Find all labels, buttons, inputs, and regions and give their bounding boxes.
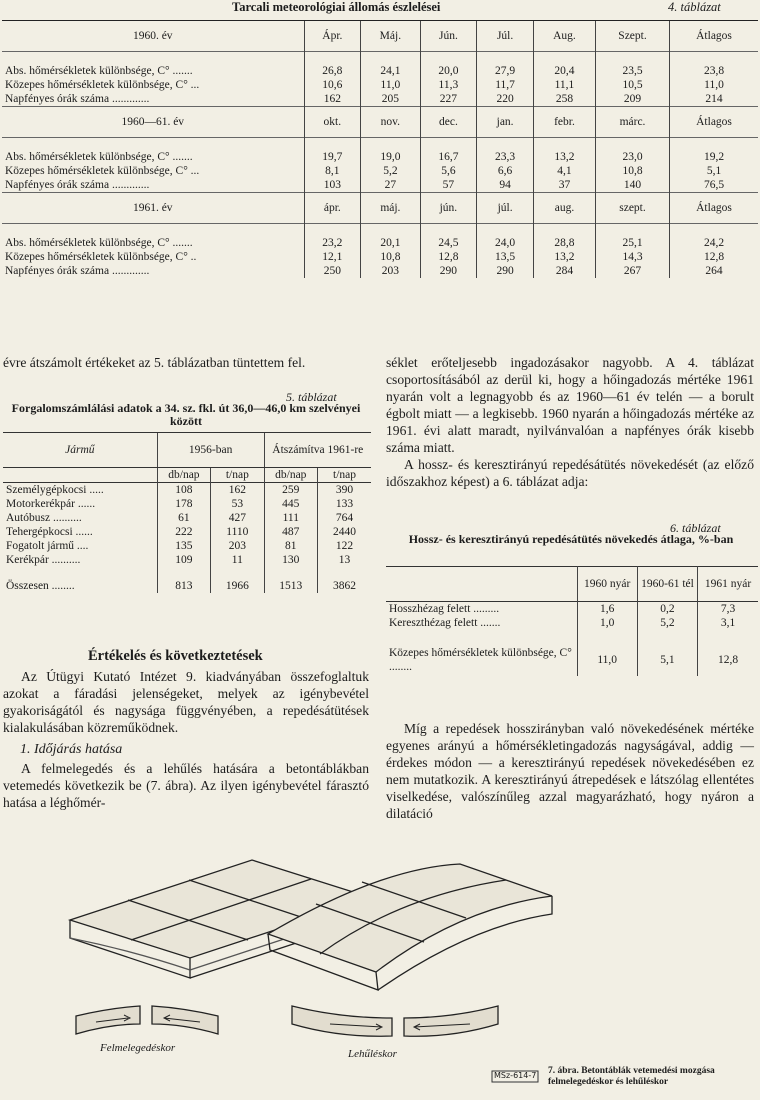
table4-month: dec. [420,107,477,138]
table4-gap-cell [304,52,361,65]
table6-spacer-cell [386,630,577,644]
table5-col-1961: Átszámítva 1961-re [264,433,371,468]
table6-title: Hossz- és keresztirányú repedésátütés növekedés átlaga, %-ban [408,532,734,546]
table5-row [3,525,371,539]
table5-spacer-cell [211,567,264,579]
table4-month: Júl. [477,21,534,52]
table5-value: 108 [157,483,210,498]
table6-row-label: Kereszthézag felett ....... [389,616,501,629]
table4-value: 28,8 [533,236,595,250]
table4-row [2,150,758,164]
table4-row-label: Közepes hőmérsékletek különbsége, C° .. [5,250,197,263]
table4-month: júl. [477,193,534,224]
table4-value: 20,0 [420,64,477,78]
figure-label-cooling: Lehűléskor [348,1048,397,1060]
table6-header-row [386,567,758,602]
table4-month: Átlagos [670,193,758,224]
table4-value: 19,7 [304,150,361,164]
table4-value: 25,1 [595,236,669,250]
table5-value: 203 [211,539,264,553]
table4-gap-cell [670,52,758,65]
table4 [2,20,758,278]
table4-value: 264 [670,264,758,278]
table4-value: 162 [304,92,361,107]
table4-value: 8,1 [304,164,361,178]
table5-spacer-cell [318,567,372,579]
table4-value: 214 [670,92,758,107]
table4-value: 11,0 [361,78,420,92]
table6-value: 7,3 [698,602,758,617]
table4-value: 16,7 [420,150,477,164]
table5-unit: t/nap [318,468,372,483]
table5-value: 764 [318,511,372,525]
table4-month: Szept. [595,21,669,52]
table4-value: 23,2 [304,236,361,250]
table4-value: 13,2 [533,250,595,264]
right-paragraph-3: Míg a repedések hosszirányban való növekedésének mértéke egyenes arányú a hőmérsékletingadozás nagyságával, addig — érdekes módon — a keresztirányú repedések növekedésében ez nem mutatkozik. A keresztirányú átrepedések e látszólag ellentétes viselkedése, valószínűleg azzal magyarázható, hogy nyáron a dilatáció [386,721,754,821]
table6-value: 1,0 [577,616,637,630]
table4-month: aug. [533,193,595,224]
section-heading: Értékelés és következtetések [88,648,263,664]
table4-gap-cell [670,224,758,237]
table5-value: 178 [157,497,210,511]
table4-month: Jún. [420,21,477,52]
table5-total-label: Összesen ........ [6,579,75,592]
table4-value: 27,9 [477,64,534,78]
table4-gap-cell [361,138,420,151]
table4-month: jún. [420,193,477,224]
table4-value: 203 [361,264,420,278]
table4-month: Máj. [361,21,420,52]
table4-value: 250 [304,264,361,278]
table4-gap-cell [2,52,304,65]
table4-value: 24,2 [670,236,758,250]
table6-value: 1,6 [577,602,637,617]
table4-row-label: Napfényes órák száma ............. [5,92,150,105]
table4-value: 23,5 [595,64,669,78]
table5-value: 11 [211,553,264,567]
table4-month: nov. [361,107,420,138]
figure-stamp: MSz-614-7 [494,1071,537,1080]
table4-value: 205 [361,92,420,107]
table4-gap-cell [533,138,595,151]
table4-gap-cell [304,224,361,237]
table4-value: 12,8 [670,250,758,264]
table5-total-value: 1513 [264,579,317,593]
table4-month: Átlagos [670,107,758,138]
table5-col-1956: 1956-ban [157,433,264,468]
table5-row [3,539,371,553]
table6-value: 5,1 [637,644,697,676]
table5-value: 13 [318,553,372,567]
left-paragraph-2: A felmelegedés és a lehűlés hatására a betontáblákban vetemedés következik be (7. ábra). Az ilyen igénybevétel fárasztó hatása a léghőmér- [3,761,369,810]
table5-value: 135 [157,539,210,553]
table6-spacer [386,630,758,644]
table5-row [3,511,371,525]
table4-row [2,236,758,250]
table4-gap-cell [420,52,477,65]
table4-value: 57 [420,178,477,193]
table6-row [386,602,758,617]
table4-value: 11,7 [477,78,534,92]
table4-value: 267 [595,264,669,278]
table4-gap [2,138,758,151]
table5-value: 2440 [318,525,372,539]
table4-row-label: Közepes hőmérsékletek különbsége, C° ... [5,164,200,177]
right-paragraph-2: A hossz- és keresztirányú repedésátütés növekedését (az előző időszakhoz képest) a 6. táblázat adja: [386,457,754,489]
table4-year: 1960—61. év [2,107,304,138]
table4-value: 12,8 [420,250,477,264]
table4-gap-cell [2,224,304,237]
table4-gap [2,224,758,237]
table6-spacer-cell [577,630,637,644]
table4-value: 20,4 [533,64,595,78]
table4-value: 284 [533,264,595,278]
table5-total-value: 1966 [211,579,264,593]
table4-value: 10,8 [595,164,669,178]
table4-value: 140 [595,178,669,193]
table4-value: 27 [361,178,420,193]
table4-month: máj. [361,193,420,224]
table5-total-row [3,579,371,593]
table6-col-header: 1961 nyár [698,567,758,602]
table4-row-label: Abs. hőmérsékletek különbsége, C° ....... [5,64,193,77]
table5-number: 5. táblázat [286,390,337,404]
table4-row [2,178,758,193]
table5-row-label: Tehergépkocsi ...... [6,525,93,538]
table6-col-header: 1960-61 tél [637,567,697,602]
table5-value: 61 [157,511,210,525]
table4-value: 10,6 [304,78,361,92]
table4-gap-cell [533,224,595,237]
table5-row-label: Motorkerékpár ...... [6,497,96,510]
table5-value: 53 [211,497,264,511]
section-cooling [292,1006,498,1036]
table4-header-row [2,107,758,138]
table4-row [2,264,758,278]
section-heating [76,1006,218,1034]
table4-gap-cell [477,224,534,237]
table4-month: ápr. [304,193,361,224]
table4-value: 26,8 [304,64,361,78]
table5-value: 109 [157,553,210,567]
table4-value: 19,0 [361,150,420,164]
table5-row [3,483,371,498]
table4-month: febr. [533,107,595,138]
table4-value: 23,0 [595,150,669,164]
table4-value: 4,1 [533,164,595,178]
subheading-weather: 1. Időjárás hatása [20,742,123,757]
table4-row-label: Közepes hőmérsékletek különbsége, C° ... [5,78,200,91]
table4-value: 258 [533,92,595,107]
table4-gap-cell [477,138,534,151]
table5-value: 1110 [211,525,264,539]
table4-value: 37 [533,178,595,193]
table4-row [2,92,758,107]
table6-row [386,616,758,630]
table4-month: Átlagos [670,21,758,52]
table5-value: 122 [318,539,372,553]
table4-value: 11,1 [533,78,595,92]
table6-value: 11,0 [577,644,637,676]
table5-row [3,497,371,511]
table5-value: 427 [211,511,264,525]
table4-value: 14,3 [595,250,669,264]
table4-value: 11,3 [420,78,477,92]
table6-value: 3,1 [698,616,758,630]
table4-month: okt. [304,107,361,138]
table4-month: márc. [595,107,669,138]
table4-row [2,78,758,92]
table6-corner [386,567,577,602]
table5-spacer-cell [3,567,157,579]
table4-title: Tarcali meteorológiai állomás észlelései [232,0,441,14]
table4-value: 103 [304,178,361,193]
table5-value: 259 [264,483,317,498]
table4-row-label: Napfényes órák száma ............. [5,264,150,277]
table4-value: 10,5 [595,78,669,92]
table5-spacer-cell [264,567,317,579]
table5-row-label: Fogatolt jármű .... [6,539,89,552]
table6-number: 6. táblázat [670,521,721,535]
table4-value: 290 [420,264,477,278]
table4-gap-cell [420,138,477,151]
table5-value: 81 [264,539,317,553]
table4-year: 1961. év [2,193,304,224]
table5-value: 445 [264,497,317,511]
table4-value: 19,2 [670,150,758,164]
table6 [386,566,758,676]
table4-value: 209 [595,92,669,107]
table4-value: 76,5 [670,178,758,193]
table4-month: Aug. [533,21,595,52]
table5-value: 162 [211,483,264,498]
table4-row-label: Napfényes órák száma ............. [5,178,150,191]
table4-month: Ápr. [304,21,361,52]
table5-spacer-cell [157,567,210,579]
table4-gap-cell [670,138,758,151]
table4-value: 13,5 [477,250,534,264]
table4-year: 1960. év [2,21,304,52]
table4-row [2,164,758,178]
table4-value: 23,3 [477,150,534,164]
table4-gap-cell [304,138,361,151]
table6-spacer-cell [637,630,697,644]
table4-value: 24,5 [420,236,477,250]
table4-gap-cell [595,138,669,151]
table4-gap-cell [595,224,669,237]
figure-label-heating: Felmelegedéskor [100,1042,176,1054]
figure-7-drawing [0,838,760,1100]
table4-value: 227 [420,92,477,107]
table4-value: 5,1 [670,164,758,178]
left-intro: évre átszámolt értékeket az 5. táblázatban tüntettem fel. [3,355,306,370]
table5-value: 133 [318,497,372,511]
table4-header-row [2,21,758,52]
table5-value: 130 [264,553,317,567]
table5-total-value: 3862 [318,579,372,593]
table4-gap-cell [361,52,420,65]
table5-row-label: Kerékpár .......... [6,553,81,566]
table4-value: 20,1 [361,236,420,250]
table5-value: 487 [264,525,317,539]
table4-value: 220 [477,92,534,107]
table4-gap-cell [361,224,420,237]
table5-value: 390 [318,483,372,498]
table5-unit: db/nap [264,468,317,483]
table4-gap-cell [2,138,304,151]
table5-row [3,553,371,567]
left-paragraph: Az Útügyi Kutató Intézet 9. kiadványában összefoglaltuk azokat a fáradási jelenségeket, melyek az igénybevétel gyakoriságától és nagysága függvényében, a repedésátütések kialakulásában közreműködnek. [3,669,369,735]
table5-col-vehicle: Jármű [3,433,157,468]
table4-header-row [2,193,758,224]
table5-row-label: Személygépkocsi ..... [3,483,157,498]
table4-value: 12,1 [304,250,361,264]
table4-value: 94 [477,178,534,193]
table5-value: 111 [264,511,317,525]
table4-value: 23,8 [670,64,758,78]
table6-value: 12,8 [698,644,758,676]
table4-month: szept. [595,193,669,224]
table6-row-label: Közepes hőmérsékletek különbsége, C° ........ [389,647,572,673]
table4-gap-cell [595,52,669,65]
table4-value: 10,8 [361,250,420,264]
table5-total-value: 813 [157,579,210,593]
table4-gap [2,52,758,65]
table4-number: 4. táblázat [668,0,721,14]
table4-row [2,64,758,78]
figure-caption: 7. ábra. Betontáblák vetemedési mozgása felmelegedéskor és lehűléskor [548,1066,715,1087]
table4-gap-cell [420,224,477,237]
table5-title: Forgalomszámlálási adatok a 34. sz. fkl. út 36,0—46,0 km szelvényei között [11,401,361,428]
table4-value: 290 [477,264,534,278]
table4-gap-cell [477,52,534,65]
table4-value: 13,2 [533,150,595,164]
table6-row-label: Hosszhézag felett ......... [389,602,500,615]
table6-row [386,644,758,676]
table4-value: 5,2 [361,164,420,178]
table4-row-label: Abs. hőmérsékletek különbsége, C° ....... [5,150,193,163]
table4-row [2,250,758,264]
table5-unit: t/nap [211,468,264,483]
table5-spacer [3,567,371,579]
table4-row-label: Abs. hőmérsékletek különbsége, C° ....... [5,236,193,249]
table6-value: 5,2 [637,616,697,630]
table4-value: 5,6 [420,164,477,178]
table5 [3,432,371,593]
table6-value: 0,2 [637,602,697,617]
table4-month: jan. [477,107,534,138]
table4-value: 24,0 [477,236,534,250]
table5-value: 222 [157,525,210,539]
table6-col-header: 1960 nyár [577,567,637,602]
table5-row-label: Autóbusz .......... [6,511,82,524]
table4-value: 24,1 [361,64,420,78]
table5-unit: db/nap [157,468,210,483]
right-paragraph-1: séklet erőteljesebb ingadozásakor nagyobb. A 4. táblázat csoportosításából az derül ki, hogy a hőingadozás mértéke 1961 nyarán volt a legnagyobb és az 1960—61 év telén — a borult égbolt miatt — a legkisebb. 1960 nyarán a hőingadozás mértéke az 1961. évi alatt maradt, nyilvánvalóan a napfényes órák kisebb száma miatt. [386,355,754,455]
table4-gap-cell [533,52,595,65]
table6-spacer-cell [698,630,758,644]
table4-value: 6,6 [477,164,534,178]
table4-value: 11,0 [670,78,758,92]
